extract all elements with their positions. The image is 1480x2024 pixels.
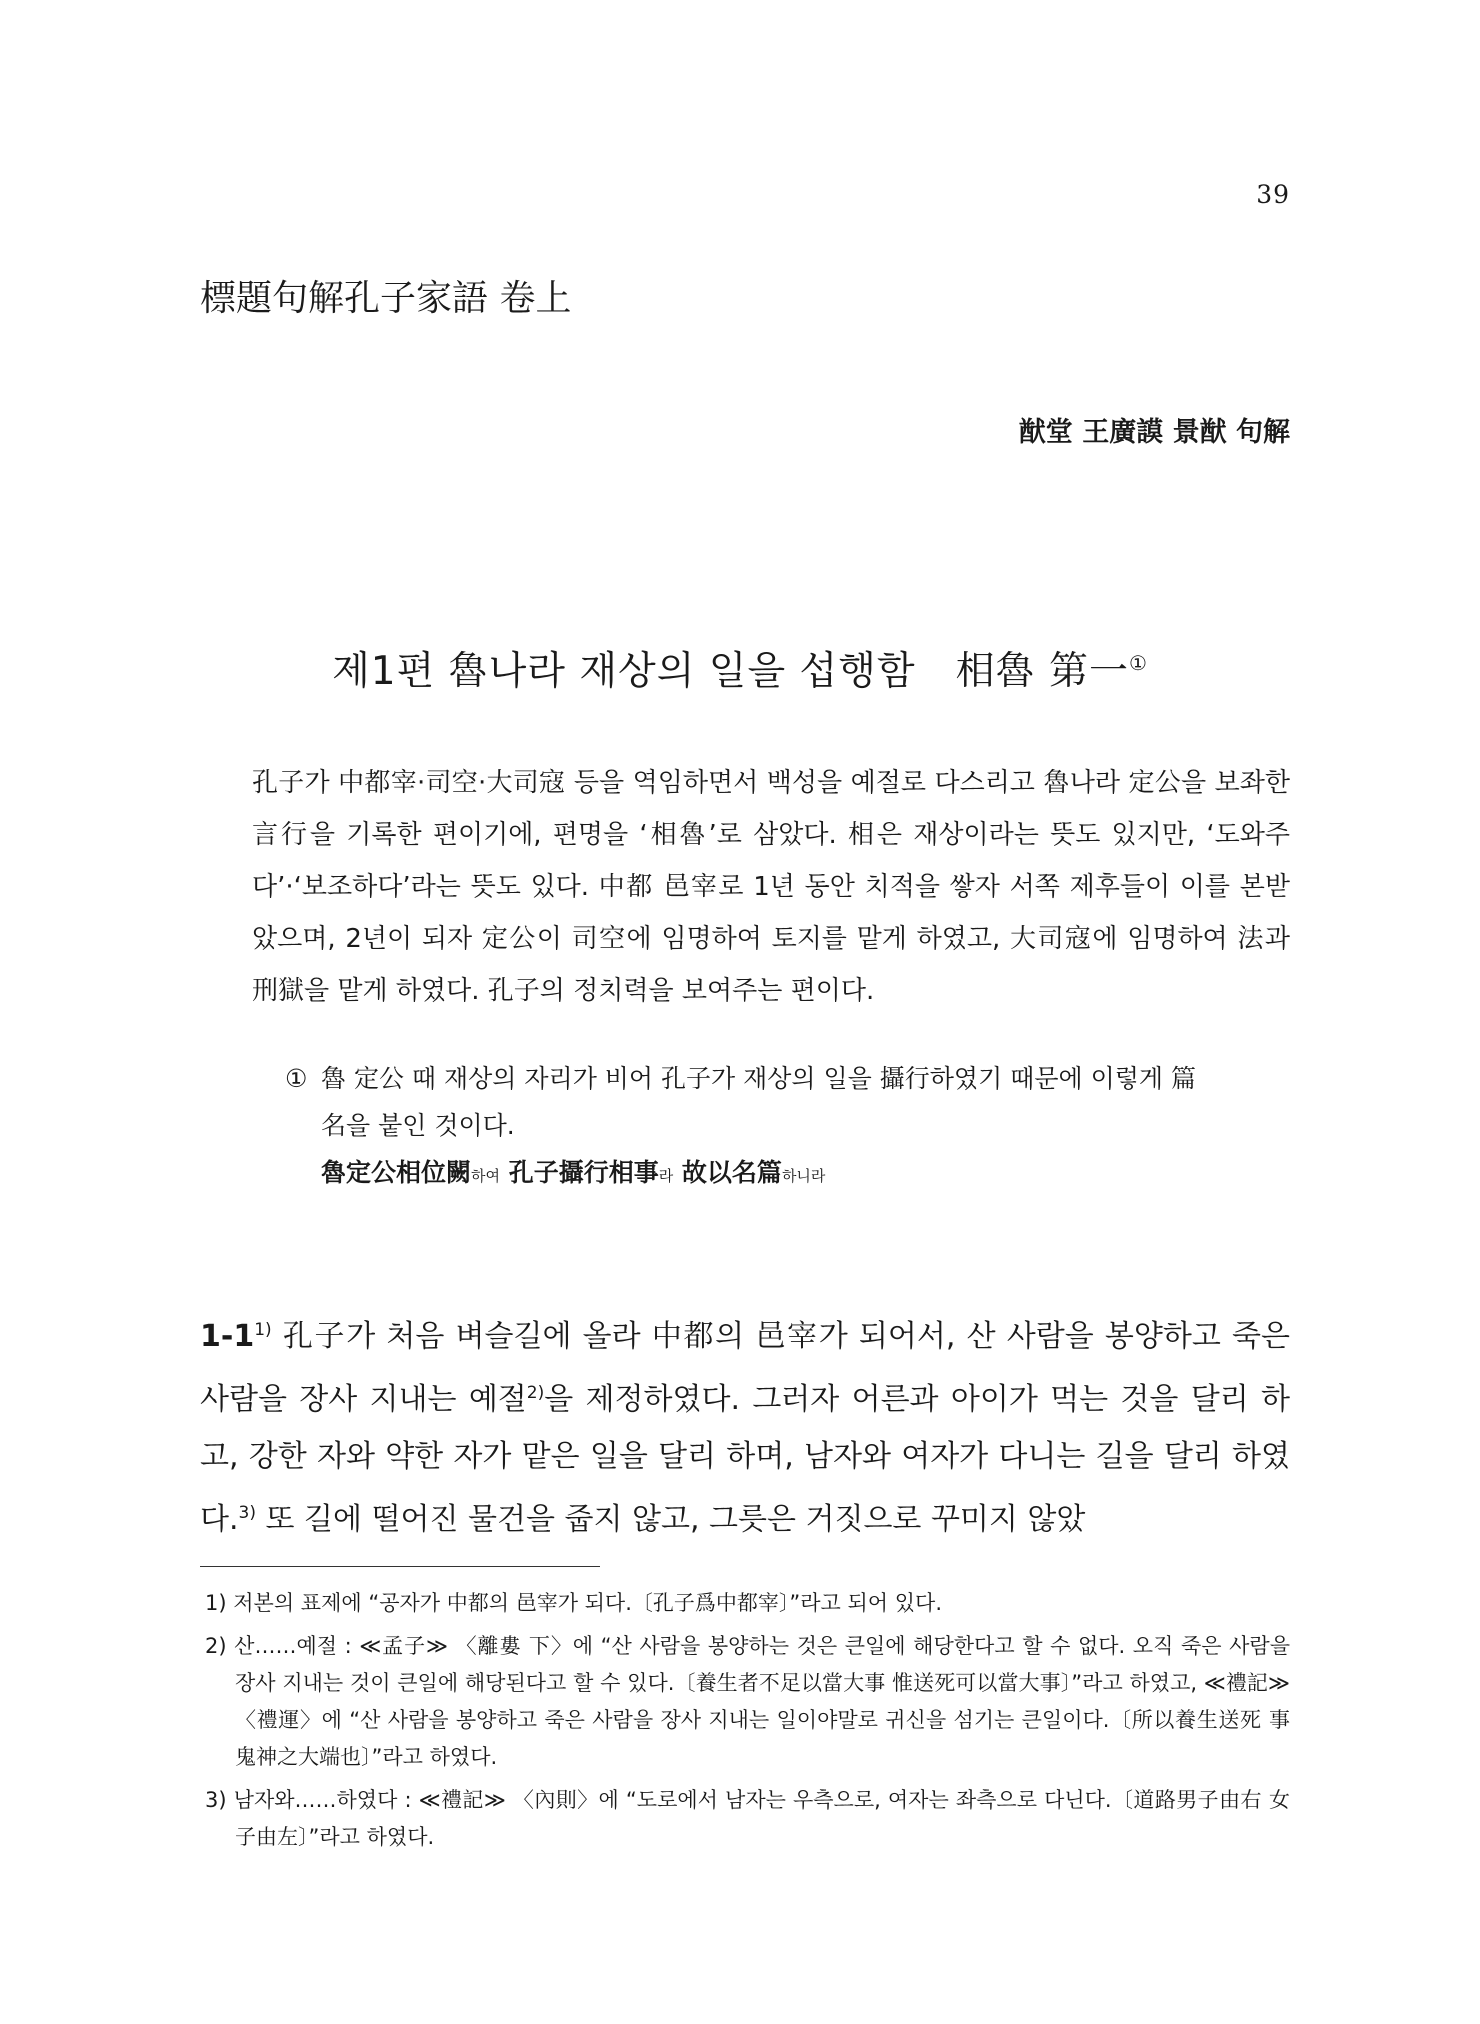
- annotation-line: 名을 붙인 것이다.: [321, 1111, 515, 1140]
- classical-kou: 하여: [471, 1167, 500, 1185]
- annotation-line: 魯 定公 때 재상의 자리가 비어 孔子가 재상의 일을 攝行하였기 때문에 이렇게 篇: [321, 1064, 1196, 1093]
- footnotes: [205, 1585, 1290, 1862]
- footnote: [205, 1628, 1290, 1776]
- footnote-label: 3): [205, 1788, 227, 1812]
- classical-phrase: 魯定公相位闕: [321, 1158, 472, 1187]
- passage-text: 孔子가 처음 벼슬길에 올라 中都의 邑宰가 되어서, 산 사람을 봉양하고 죽은 사람을 장사 지내는 예절: [200, 1319, 1290, 1417]
- classical-kou: 하니라: [781, 1167, 826, 1185]
- footnote-text: 남자와……하였다 : ≪禮記≫ 〈內則〉에 “도로에서 남자는 우측으로, 여자는 좌측으로 다닌다.〔道路男子由右 女子由左〕”라고 하였다.: [233, 1788, 1290, 1849]
- passage-text: 또 길에 떨어진 물건을 줍지 않고, 그릇은 거짓으로 꾸미지 않았: [255, 1502, 1086, 1537]
- book-title: 標題句解孔子家語 卷上: [200, 278, 572, 319]
- footnote-text: 저본의 표제에 “공자가 中都의 邑宰가 되다.〔孔子爲中都宰〕”라고 되어 있다.: [233, 1591, 943, 1615]
- author-line: 猷堂 王廣謨 景猷 句解: [1018, 417, 1290, 448]
- classical-kou: 라: [658, 1167, 674, 1185]
- footnote-ref-1[interactable]: 1): [254, 1320, 272, 1340]
- footnote-rule: [200, 1566, 600, 1567]
- passage-text: 을 제정하였다. 그러자 어른과 아이가 먹는 것을 달리 하고, 강한 자와 약한 자가 맡은 일을 달리 하며, 남자와 여자가 다니는 길을 달리 하였다.: [200, 1382, 1290, 1537]
- footnote-label: 1): [205, 1591, 227, 1615]
- footnote-label: 2): [205, 1634, 227, 1658]
- chapter-title-text: 제1편 魯나라 재상의 일을 섭행함 相魯 第一: [332, 649, 1129, 694]
- classical-phrase: 故以名篇: [673, 1158, 782, 1187]
- annotation: [285, 1055, 1290, 1200]
- footnote-ref-3[interactable]: 3): [238, 1503, 256, 1523]
- classical-phrase: 孔子攝行相事: [500, 1158, 659, 1187]
- intro-paragraph: 孔子가 中都宰·司空·大司寇 등을 역임하면서 백성을 예절로 다스리고 魯나라 定公을 보좌한 言行을 기록한 편이기에, 편명을 ‘相魯’로 삼았다. 相은 재상이라는 뜻도 있지만, ‘도와주다’·‘보조하다’라는 뜻도 있다. 中都 邑宰로 1년 동안 치적을 쌓자 서쪽 제후들이 이를 본받았으며, 2년이 되자 定公이 司空에 임명하여 토지를 맡게 하였고, 大司寇에 임명하여 法과 刑獄을 맡게 하였다. 孔子의 정치력을 보여주는 편이다.: [252, 768, 1290, 1006]
- footnote: [205, 1585, 1290, 1622]
- chapter-note-marker[interactable]: ①: [1128, 651, 1148, 675]
- annotation-marker: ①: [285, 1064, 308, 1093]
- main-passage: [200, 1302, 1290, 1548]
- footnote-ref-2[interactable]: 2): [526, 1383, 545, 1403]
- chapter-title: [0, 640, 1480, 696]
- footnote: [205, 1782, 1290, 1856]
- passage-number: 1-1: [200, 1319, 255, 1354]
- footnote-text: 산……예절 : ≪孟子≫ 〈離婁 下〉에 “산 사람을 봉양하는 것은 큰일에 해당한다고 할 수 없다. 오직 죽은 사람을 장사 지내는 것이 큰일에 해당된다고 할 수 있다.〔養生者不足以當大事 惟送死可以當大事〕”라고 하였고, ≪禮記≫ 〈禮運〉에 “산 사람을 봉양하고 죽은 사람을 장사 지내는 일이야말로 귀신을 섬기는 큰일이다.〔所以養生送死 事鬼神之大端也〕”라고 하였다.: [234, 1634, 1290, 1769]
- page-number: 39: [1256, 180, 1290, 209]
- annotation-classical: [285, 1149, 1290, 1200]
